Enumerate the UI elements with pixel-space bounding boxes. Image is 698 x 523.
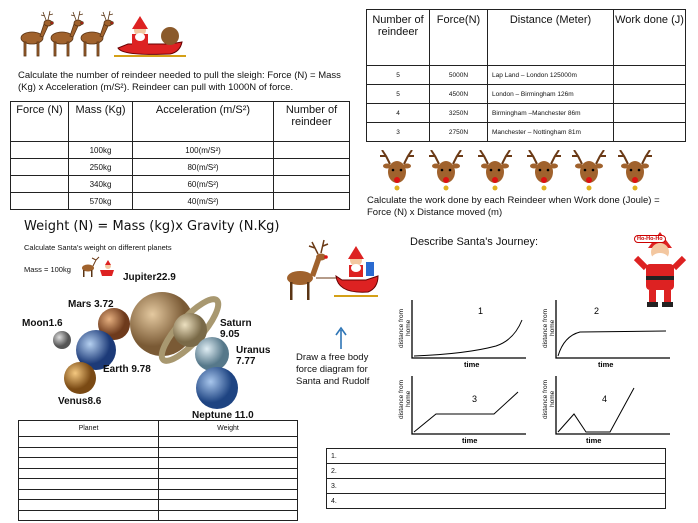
answer-cell[interactable]: 2.: [327, 464, 666, 479]
accel-cell: 40(m/S²): [133, 193, 274, 210]
reindeer-cell[interactable]: [274, 176, 350, 193]
weight-subtitle: Calculate Santa's weight on different planets: [24, 243, 172, 252]
header-mass: Mass (Kg): [69, 102, 133, 142]
work-cell[interactable]: [614, 66, 686, 85]
table-row[interactable]: [327, 479, 666, 494]
answer-cell[interactable]: 3.: [327, 479, 666, 494]
graph-xlabel: time: [462, 436, 478, 445]
planet-label-earth: Earth 9.78: [103, 364, 151, 375]
up-arrow-icon: [334, 326, 348, 350]
table-row: [11, 142, 350, 159]
table-row[interactable]: [327, 449, 666, 464]
graph-number: 1: [478, 306, 484, 316]
reindeer-sleigh-illustration: [10, 4, 190, 64]
graph-number: 3: [472, 394, 478, 404]
planet-label-moon: Moon1.6: [22, 318, 63, 329]
header-force: Force (N): [11, 102, 69, 142]
graph-ylabel: distance from home: [398, 308, 412, 348]
table-row: [11, 159, 350, 176]
planet-label-neptune: Neptune 11.0: [192, 410, 254, 421]
graph-ylabel: distance from home: [542, 379, 556, 419]
reindeer-count-cell: 5: [367, 66, 430, 85]
force-cell: 2750N: [430, 123, 488, 142]
force-cell[interactable]: [11, 142, 69, 159]
santa-speech-bubble: Ho-Ho-Ho: [634, 235, 666, 243]
planet-label-mars: Mars 3.72: [68, 299, 114, 310]
accel-cell: 80(m/S²): [133, 159, 274, 176]
table-row[interactable]: [19, 437, 298, 448]
journey-title: Describe Santa's Journey:: [410, 236, 539, 248]
accel-cell: 100(m/S²): [133, 142, 274, 159]
venus-planet: [64, 362, 96, 394]
planet-label-jupiter: Jupiter22.9: [123, 272, 176, 283]
journey-answer-table: [326, 448, 666, 509]
table-row[interactable]: [327, 464, 666, 479]
answer-cell[interactable]: 1.: [327, 449, 666, 464]
work-table: [366, 9, 686, 142]
table-row[interactable]: [19, 510, 298, 521]
answer-cell[interactable]: 4.: [327, 494, 666, 509]
planet-weight-table: [18, 420, 298, 521]
work-cell[interactable]: [614, 123, 686, 142]
graph-number: 4: [602, 394, 608, 404]
header-acceleration: Acceleration (m/S²): [133, 102, 274, 142]
table-row: [367, 85, 686, 104]
reindeer-instruction: Calculate the number of reindeer needed to pull the sleigh: Force (N) = Mass (Kg) x Acceleration (m/S²). Reindeer can pull with 1000N of force.: [18, 70, 341, 93]
table-row[interactable]: [327, 494, 666, 509]
header-distance: Distance (Meter): [488, 10, 614, 66]
force-cell: 4500N: [430, 85, 488, 104]
table-row[interactable]: [19, 458, 298, 469]
reindeer-cell[interactable]: [274, 193, 350, 210]
table-row[interactable]: [19, 447, 298, 458]
reindeer-cell[interactable]: [274, 142, 350, 159]
reindeer-count-cell: 3: [367, 123, 430, 142]
neptune-planet: [196, 367, 238, 409]
header-number-reindeer: Number of reindeer: [367, 10, 430, 66]
graph-ylabel: distance from home: [398, 379, 412, 419]
mass-cell: 340kg: [69, 176, 133, 193]
header-force: Force(N): [430, 10, 488, 66]
weight-formula-title: Weight (N) = Mass (kg)x Gravity (N.Kg): [24, 219, 280, 234]
rudolf-santa-sleigh-illustration: [278, 238, 380, 304]
mass-cell: 570kg: [69, 193, 133, 210]
table-row[interactable]: [19, 489, 298, 500]
header-number-reindeer: Number of reindeer: [274, 102, 350, 142]
table-row[interactable]: [19, 500, 298, 511]
distance-cell: Manchester – Nottingham 81m: [488, 123, 614, 142]
small-sleigh-icon: [78, 256, 116, 278]
reindeer-table: [10, 101, 350, 210]
table-row: [11, 193, 350, 210]
graph-xlabel: time: [598, 360, 614, 369]
planet-label-uranus: Uranus 7.77: [236, 345, 271, 367]
table-row: [367, 104, 686, 123]
reindeer-count-cell: 5: [367, 85, 430, 104]
reindeer-count-cell: 4: [367, 104, 430, 123]
table-row: [367, 66, 686, 85]
header-work-done: Work done (J): [614, 10, 686, 66]
graph-xlabel: time: [586, 436, 602, 445]
planet-label-venus: Venus8.6: [58, 396, 102, 407]
distance-cell: London – Birmingham 126m: [488, 85, 614, 104]
graph-ylabel: distance from home: [542, 308, 556, 348]
reindeer-cell[interactable]: [274, 159, 350, 176]
mass-cell: 100kg: [69, 142, 133, 159]
force-cell[interactable]: [11, 159, 69, 176]
force-cell[interactable]: [11, 193, 69, 210]
table-row: [367, 123, 686, 142]
table-row[interactable]: [19, 468, 298, 479]
graph-xlabel: time: [464, 360, 480, 369]
header-weight: Weight: [159, 421, 298, 437]
table-row[interactable]: [19, 479, 298, 490]
planet-label-saturn: Saturn 9.05: [220, 318, 252, 340]
header-planet: Planet: [19, 421, 159, 437]
graph-number: 2: [594, 306, 600, 316]
accel-cell: 60(m/S²): [133, 176, 274, 193]
work-instruction: Calculate the work done by each Reindeer when Work done (Joule) = Force (N) x Distance moved (m): [367, 195, 660, 218]
table-row: [11, 176, 350, 193]
work-cell[interactable]: [614, 104, 686, 123]
free-body-instruction: Draw a free body force diagram for Santa and Rudolf: [296, 352, 370, 387]
santa-mass-label: Mass = 100kg: [24, 265, 71, 274]
force-cell[interactable]: [11, 176, 69, 193]
uranus-planet: [195, 337, 229, 371]
reindeer-heads-row: [378, 150, 678, 194]
mass-cell: 250kg: [69, 159, 133, 176]
distance-cell: Lap Land – London 125000m: [488, 66, 614, 85]
force-cell: 5000N: [430, 66, 488, 85]
moon-planet: [53, 331, 71, 349]
force-cell: 3250N: [430, 104, 488, 123]
work-cell[interactable]: [614, 85, 686, 104]
distance-cell: Birmingham –Manchester 86m: [488, 104, 614, 123]
